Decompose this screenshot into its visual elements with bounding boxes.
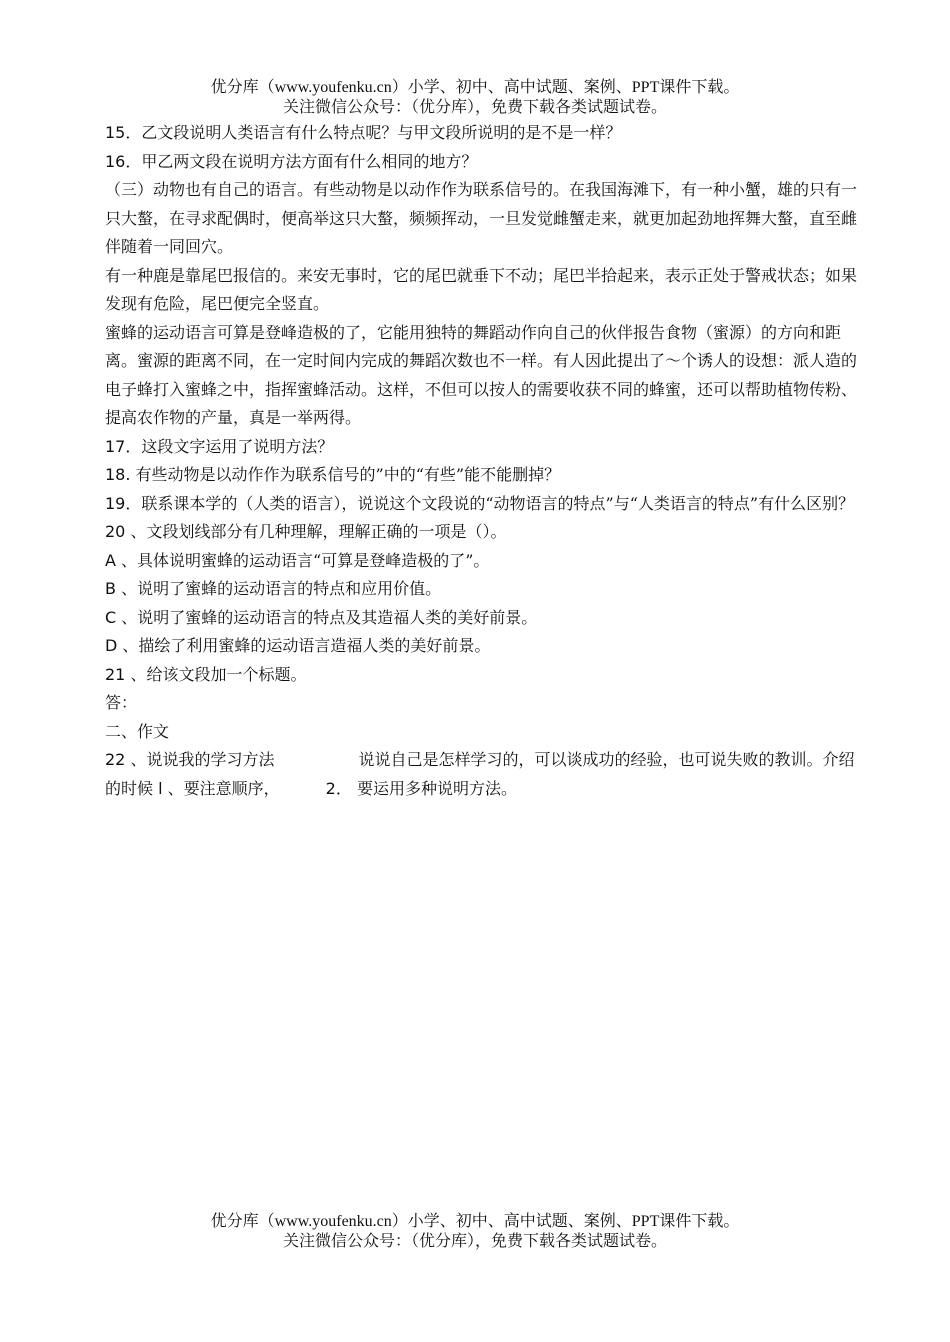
requirement-text: 、要注意顺序，: [167, 778, 280, 798]
option-letter: D: [105, 636, 118, 655]
passage-paragraph-1: （三）动物也有自己的语言。有些动物是以动作作为联系信号的。在我国海滩下，有一种小蟹，雄的只有一只大螯，在寻求配偶时，便高举这只大螯，频频挥动，一旦发觉雌蟹走来，就更加起劲地挥舞大螯，直至雌伴随着一同回穴。: [105, 180, 858, 256]
question-22: [105, 746, 870, 803]
requirement-number: l: [158, 778, 163, 798]
footer-line-1: 优分库（www.youfenku.cn）小学、初中、高中试题、案例、PPT课件下载。: [210, 1213, 740, 1230]
question-20: [105, 518, 870, 547]
requirement-text: 要运用多种说明方法。: [356, 778, 517, 798]
question-number: 19．: [105, 493, 142, 513]
question-text: 这段文字运用了说明方法？: [141, 436, 334, 456]
question-text: 甲乙两文段在说明方法方面有什么相同的地方？: [141, 151, 478, 171]
question-number: 16．: [105, 151, 142, 171]
question-number: 15．: [105, 123, 142, 142]
header-line-1: 优分库（www.youfenku.cn）小学、初中、高中试题、案例、PPT课件下载。: [210, 79, 740, 96]
question-number: 18.: [105, 465, 131, 484]
question-text: 、给该文段加一个标题。: [130, 664, 307, 684]
footer-line-2: 关注微信公众号：（优分库），免费下载各类试题试卷。: [282, 1233, 667, 1250]
question-number: 22: [105, 750, 126, 769]
passage-paragraph-2: 有一种鹿是靠尾巴报信的。来安无事时，它的尾巴就垂下不动；尾巴半拾起来，表示正处于警戒状态；如果发现有危险，尾巴便完全竖直。: [105, 265, 858, 313]
option-letter: C: [105, 607, 117, 627]
header-line-2: 关注微信公众号：（优分库），免费下载各类试题试卷。: [282, 99, 667, 116]
option-b: [105, 575, 870, 604]
question-number: 17．: [105, 436, 142, 456]
question-text: 乙文段说明人类语言有什么特点呢？与甲文段所说明的是不是一样？: [141, 123, 622, 142]
question-number: 20: [105, 522, 126, 541]
passage-paragraph-3: 蜜蜂的运动语言可算是登峰造极的了，它能用独特的舞蹈动作向自己的伙伴报告食物（蜜源）的方向和距离。蜜源的距离不同，在一定时间内完成的舞蹈次数也不一样。有人因此提出了～个诱人的设想：派人造的电子蜂打入蜜蜂之中，指挥蜜蜂活动。这样，不但可以按人的需要收获不同的蜂蜜，还可以帮助植物传粉、提高农作物的产量，真是一举两得。: [105, 322, 858, 427]
question-17: [105, 433, 870, 462]
page-header: [0, 78, 950, 118]
option-text: 、具体说明蜜蜂的运动语言“可算是登峰造极的了”。: [121, 550, 490, 570]
page-footer: [0, 1212, 950, 1252]
option-a: [105, 547, 870, 576]
option-letter: B: [105, 579, 116, 598]
question-18: [105, 461, 870, 490]
section-heading: 二、作文: [105, 721, 170, 741]
option-text: 、描绘了利用蜜蜂的运动语言造福人类的美好前景。: [122, 636, 491, 655]
question-text: 有些动物是以动作作为联系信号的”中的“有些”能不能删掉？: [135, 465, 561, 484]
question-text: 、文段划线部分有几种理解，理解正确的一项是（）。: [130, 522, 507, 541]
document-body: [105, 119, 870, 803]
requirement-number: 2．: [325, 778, 352, 798]
question-21: [105, 661, 870, 690]
question-19: [105, 490, 870, 519]
question-description: 说说自己是怎样学习的，可以谈成功的经验，也可说失败的教训。介绍的时候: [105, 750, 855, 798]
question-16: [105, 148, 870, 177]
question-15: [105, 119, 870, 148]
question-text: 联系课本学的（人类的语言），说说这个文段说的“动物语言的特点”与“人类语言的特点”有什么区别？: [141, 493, 855, 513]
option-d: [105, 632, 870, 661]
answer-label: 答：: [105, 693, 138, 712]
question-title: 、说说我的学习方法: [130, 750, 275, 769]
option-c: [105, 604, 870, 633]
option-text: 、说明了蜜蜂的运动语言的特点及其造福人类的美好前景。: [121, 607, 538, 627]
option-text: 、说明了蜜蜂的运动语言的特点和应用价值。: [121, 579, 442, 598]
question-number: 21: [105, 664, 126, 684]
option-letter: A: [105, 550, 116, 570]
